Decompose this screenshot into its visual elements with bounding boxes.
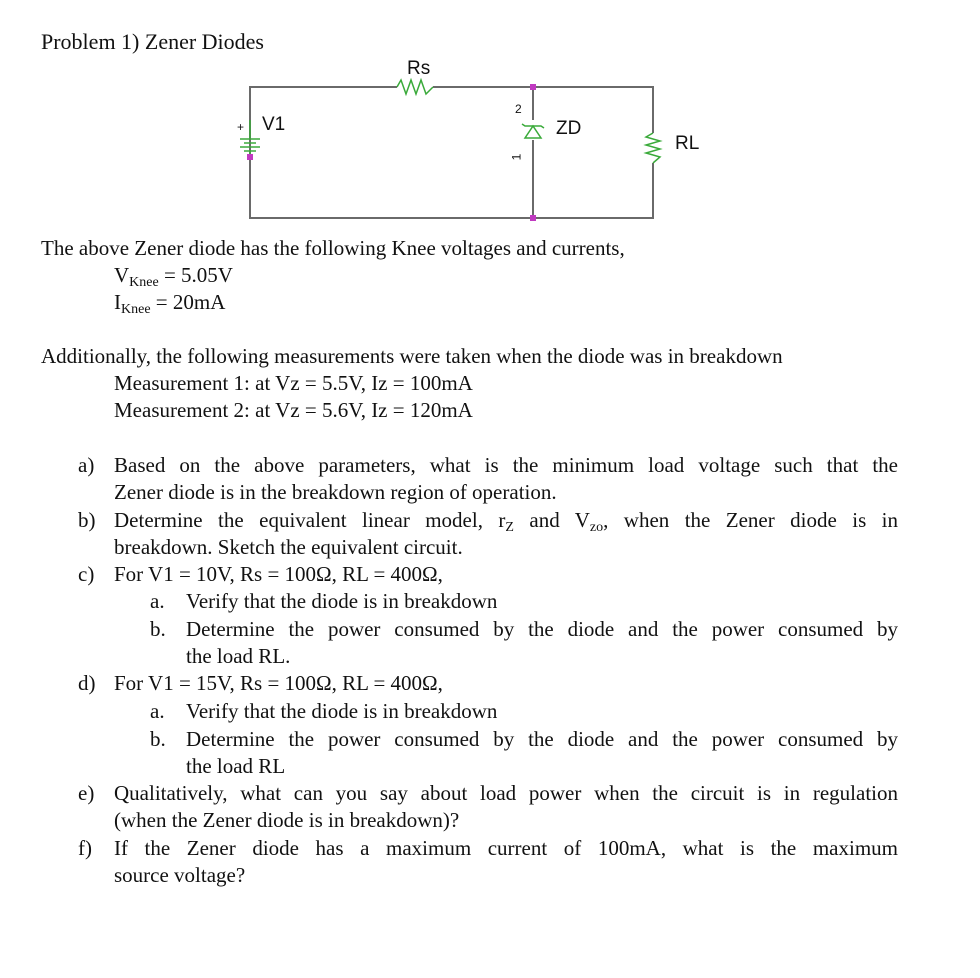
zd-label: ZD xyxy=(556,118,582,139)
question-c-a-marker: a. xyxy=(150,589,165,613)
v1-label: V1 xyxy=(262,114,286,135)
question-e-marker: e) xyxy=(78,781,95,805)
question-a-marker: a) xyxy=(78,453,95,477)
rs-resistor-symbol xyxy=(397,80,433,94)
vzo-subscript: zo xyxy=(589,520,604,535)
question-b-mid: and V xyxy=(513,508,590,532)
rs-label: Rs xyxy=(407,58,431,79)
measurement-2: Measurement 2: at Vz = 5.6V, Iz = 120mA xyxy=(114,398,473,422)
question-b-pre: Determine the equivalent linear model, r xyxy=(114,508,506,532)
question-d-line: For V1 = 15V, Rs = 100Ω, RL = 400Ω, xyxy=(114,671,443,695)
circuit-wires xyxy=(250,87,653,218)
question-e-line1: Qualitatively, what can you say about load power when the circuit is in regulation xyxy=(114,781,898,805)
question-c-a: Verify that the diode is in breakdown xyxy=(186,589,498,613)
node-bottom xyxy=(530,215,536,221)
question-d-b-line2: the load RL xyxy=(186,754,286,778)
v-knee-subscript: Knee xyxy=(129,275,159,290)
rl-label: RL xyxy=(675,133,700,154)
question-c-b-line2: the load RL. xyxy=(186,644,291,668)
i-knee-subscript: Knee xyxy=(121,302,151,317)
rz-subscript: Z xyxy=(505,520,514,535)
question-d-b-line1: Determine the power consumed by the diode and the power consumed by xyxy=(186,727,898,751)
zener-circuit-diagram xyxy=(0,0,980,240)
zener-pin2-label: 2 xyxy=(515,102,522,116)
question-f-marker: f) xyxy=(78,836,92,860)
question-b-post: , when the Zener diode is in xyxy=(603,508,898,532)
wire-top-right xyxy=(433,87,653,133)
node-top xyxy=(530,84,536,90)
question-c-marker: c) xyxy=(78,562,95,586)
v-knee-symbol: V xyxy=(114,263,130,287)
knee-intro: The above Zener diode has the following Knee voltages and currents, xyxy=(41,236,625,260)
wire-bottom xyxy=(250,157,653,218)
question-b-marker: b) xyxy=(78,508,96,532)
measurements-intro: Additionally, the following measurements were taken when the diode was in breakdown xyxy=(41,344,783,368)
question-e-line2: (when the Zener diode is in breakdown)? xyxy=(114,808,460,832)
i-knee-symbol: I xyxy=(114,290,121,314)
question-d-b-marker: b. xyxy=(150,727,166,751)
zener-pin1-label: 1 xyxy=(509,153,524,161)
question-c-b-line1: Determine the power consumed by the diode and the power consumed by xyxy=(186,617,898,641)
node-v1 xyxy=(247,154,253,160)
zener-diode-symbol xyxy=(522,124,544,138)
problem-title: Problem 1) Zener Diodes xyxy=(41,29,264,54)
question-a-line2: Zener diode is in the breakdown region of operation. xyxy=(114,480,557,504)
question-d-a: Verify that the diode is in breakdown xyxy=(186,699,498,723)
question-d-marker: d) xyxy=(78,671,96,695)
question-c-b-marker: b. xyxy=(150,617,166,641)
v-knee-value: = 5.05V xyxy=(158,263,233,287)
question-d-a-marker: a. xyxy=(150,699,165,723)
question-a-line1: Based on the above parameters, what is the minimum load voltage such that the xyxy=(114,453,898,477)
i-knee-value: = 20mA xyxy=(150,290,226,314)
question-f-line1: If the Zener diode has a maximum current of 100mA, what is the maximum xyxy=(114,836,898,860)
question-b-line2: breakdown. Sketch the equivalent circuit. xyxy=(114,535,463,559)
rl-resistor-symbol xyxy=(646,133,660,163)
question-c-line: For V1 = 10V, Rs = 100Ω, RL = 400Ω, xyxy=(114,562,443,586)
i-knee-line xyxy=(114,289,225,323)
question-f-line2: source voltage? xyxy=(114,863,246,887)
v1-plus-sign: + xyxy=(237,120,245,134)
measurement-1: Measurement 1: at Vz = 5.5V, Iz = 100mA xyxy=(114,371,473,395)
